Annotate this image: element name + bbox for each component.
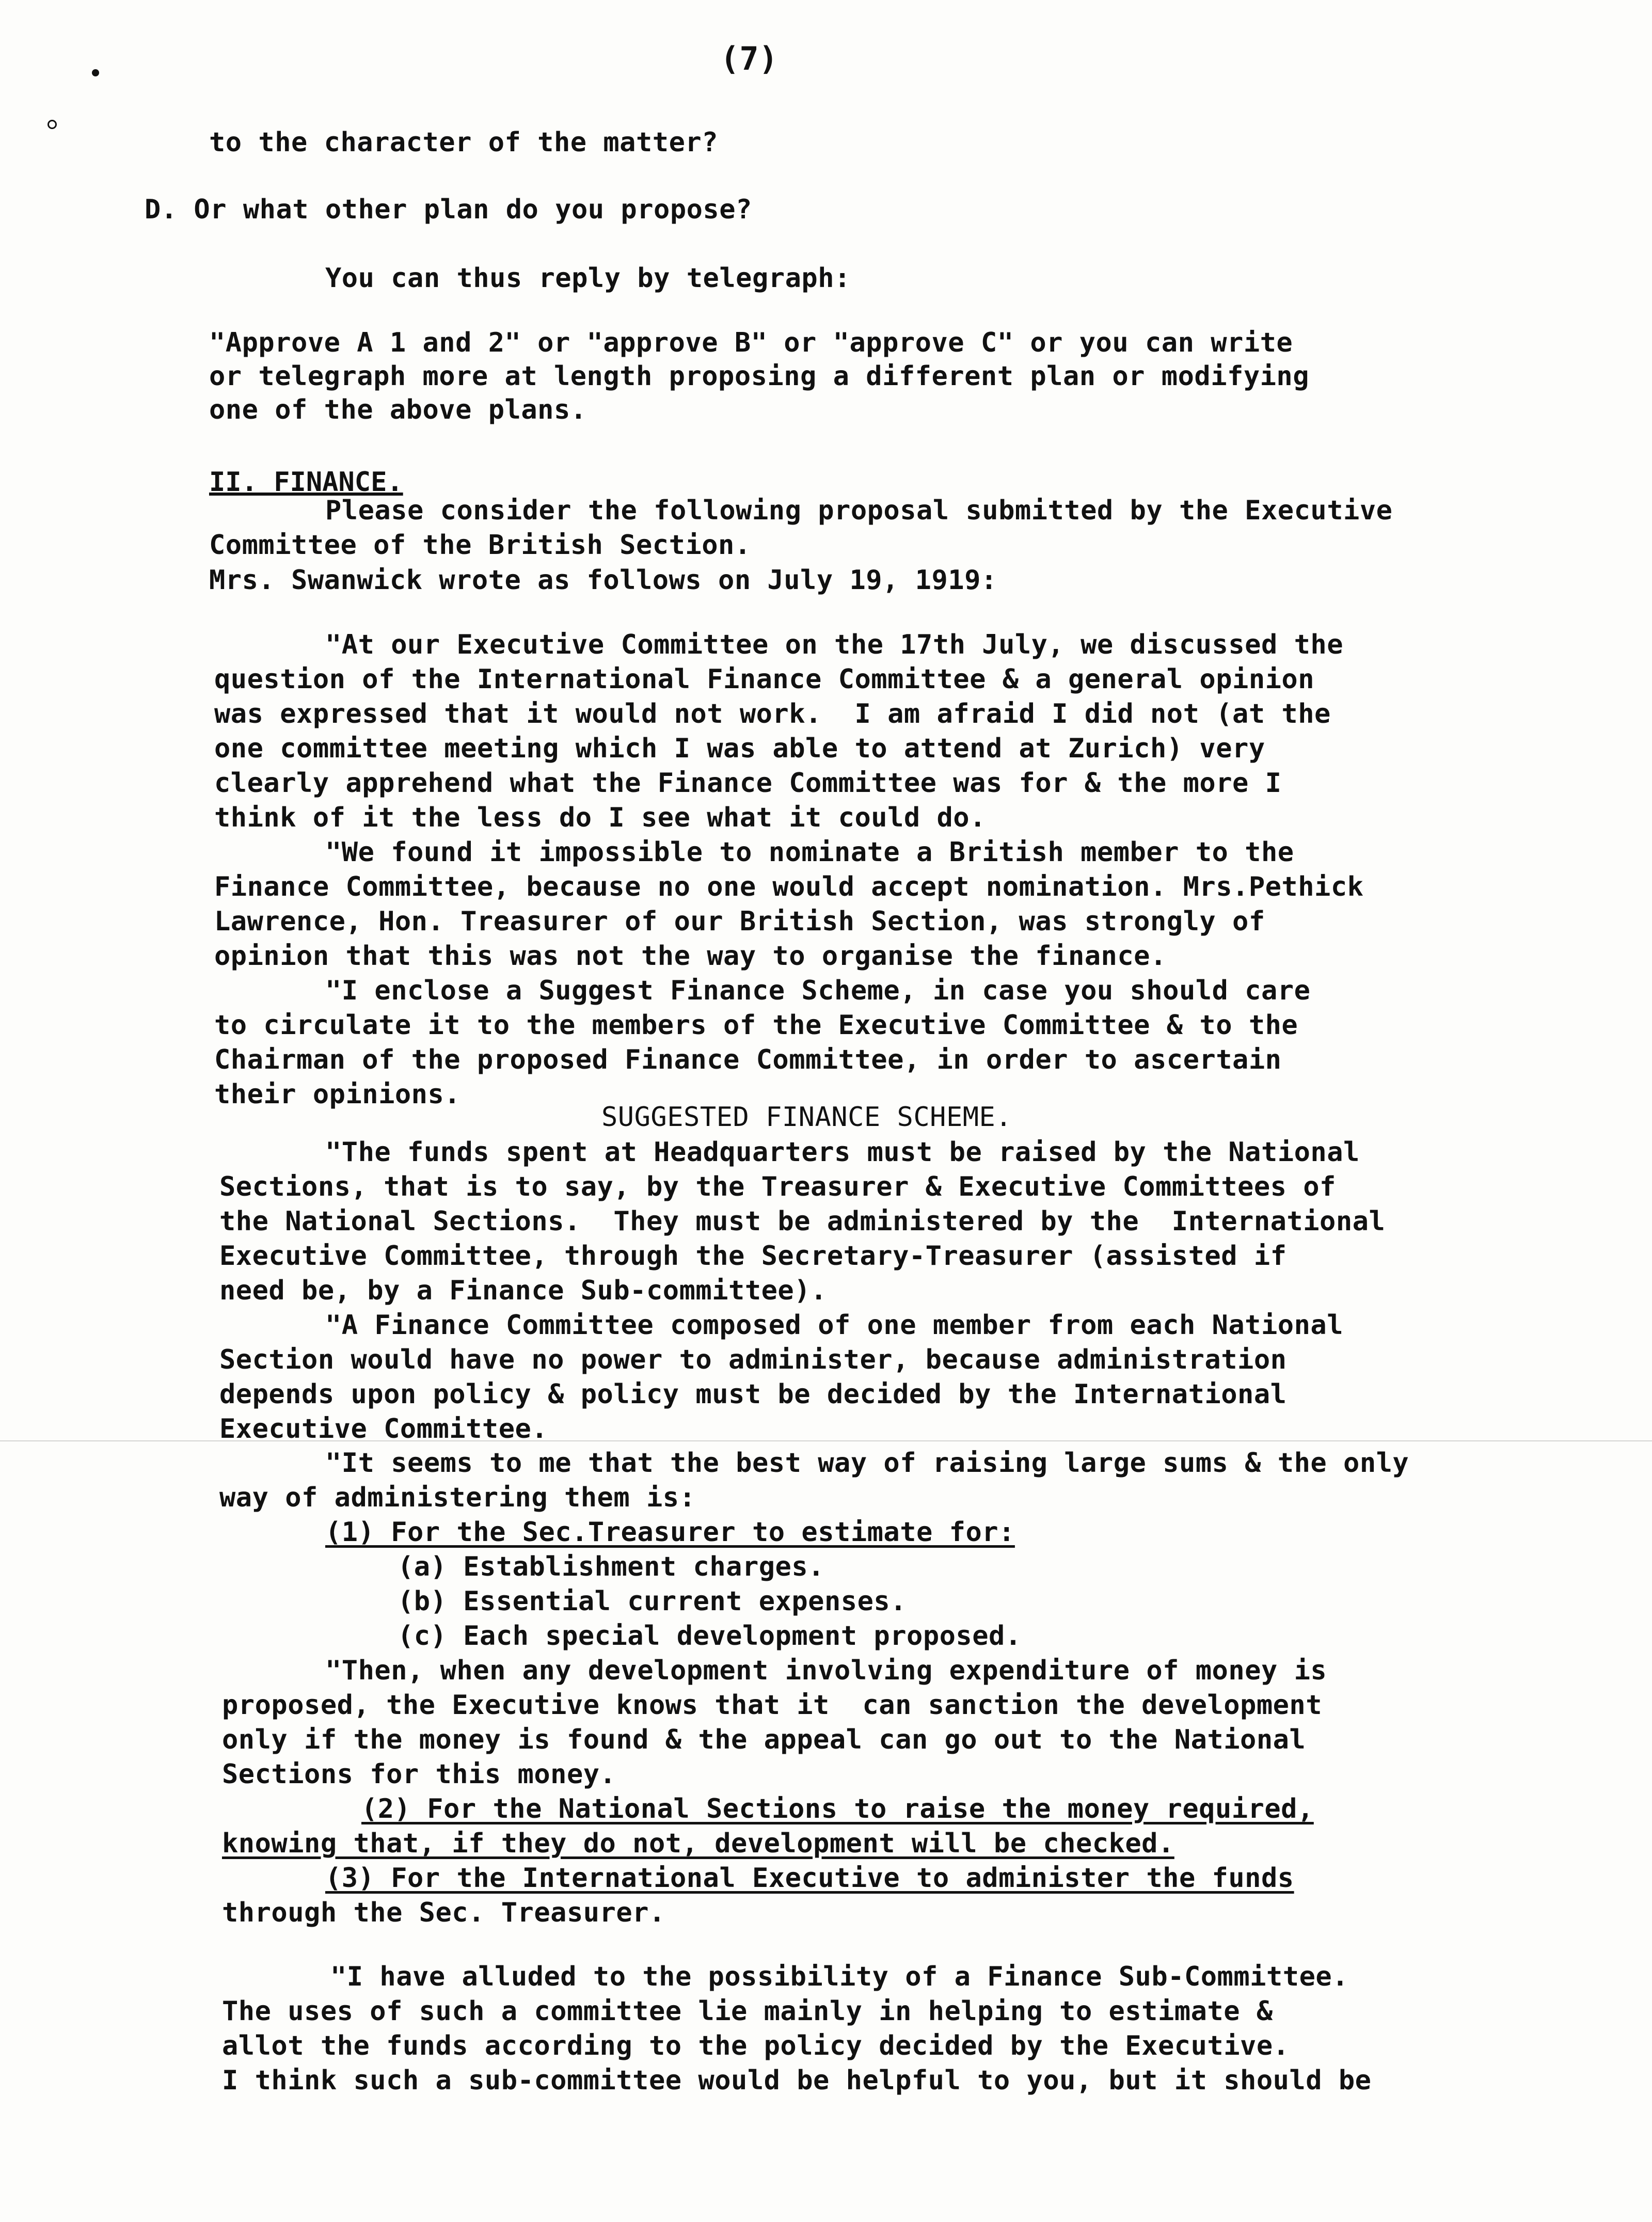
scheme-heading: SUGGESTED FINANCE SCHEME. (601, 1102, 1012, 1133)
text-line: Committee of the British Section. (209, 530, 751, 561)
text-line: depends upon policy & policy must be decided by the International (219, 1379, 1287, 1410)
margin-mark (47, 120, 57, 129)
text-line: Sections, that is to say, by the Treasurer & Executive Committees of (219, 1171, 1336, 1202)
text-line: Please consider the following proposal submitted by the Executive (325, 495, 1393, 526)
text-line: opinion that this was not the way to organise the finance. (214, 941, 1167, 972)
text-line: knowing that, if they do not, development will be checked. (222, 1828, 1174, 1859)
text-line: "We found it impossible to nominate a British member to the (325, 837, 1294, 868)
text-line: way of administering them is: (219, 1482, 696, 1513)
text-line: clearly apprehend what the Finance Committee was for & the more I (214, 768, 1282, 799)
text-line: You can thus reply by telegraph: (325, 263, 851, 294)
text-line: one of the above plans. (209, 394, 587, 425)
section-heading-text: II. FINANCE. (209, 467, 403, 498)
text-line: only if the money is found & the appeal can go out to the National (222, 1724, 1306, 1755)
text-line: the National Sections. They must be administered by the International (219, 1206, 1386, 1237)
text-line: Chairman of the proposed Finance Committee, in order to ascertain (214, 1044, 1282, 1075)
list-item: (3) For the International Executive to administer the funds (325, 1863, 1294, 1894)
text-line: Lawrence, Hon. Treasurer of our British Section, was strongly of (214, 906, 1265, 937)
text-line: through the Sec. Treasurer. (222, 1897, 665, 1928)
text-line: "A Finance Committee composed of one member from each National (325, 1310, 1344, 1341)
text-line: I think such a sub-committee would be helpful to you, but it should be (222, 2065, 1372, 2096)
list-item: (a) Establishment charges. (398, 1551, 824, 1582)
text-line: to the character of the matter? (209, 127, 719, 158)
text-line: Mrs. Swanwick wrote as follows on July 19, 1919: (209, 565, 997, 596)
text-line: "The funds spent at Headquarters must be raised by the National (325, 1137, 1360, 1168)
list-item: (2) For the National Sections to raise the money required, (361, 1794, 1314, 1824)
list-item: (1) For the Sec.Treasurer to estimate for: (325, 1517, 1015, 1548)
text-line: need be, by a Finance Sub-committee). (219, 1275, 827, 1306)
text-line: "It seems to me that the best way of raising large sums & the only (325, 1448, 1409, 1479)
text-line: was expressed that it would not work. I am afraid I did not (at the (214, 699, 1331, 729)
divider (0, 1440, 1652, 1441)
text-line: or telegraph more at length proposing a different plan or modifying (209, 361, 1310, 392)
text-line: question of the International Finance Committee & a general opinion (214, 664, 1315, 695)
page-number: (7) (720, 40, 778, 77)
text-line: "Approve A 1 and 2" or "approve B" or "approve C" or you can write (209, 327, 1293, 358)
text-line: D. Or what other plan do you propose? (145, 194, 752, 225)
text-line: "Then, when any development involving expenditure of money is (325, 1655, 1327, 1686)
text-line: allot the funds according to the policy decided by the Executive. (222, 2030, 1290, 2061)
text-line: their opinions. (214, 1079, 461, 1110)
text-line: Finance Committee, because no one would accept nomination. Mrs.Pethick (214, 871, 1364, 902)
text-line: Executive Committee, through the Secretary-Treasurer (assisted if (219, 1241, 1287, 1272)
text-line: The uses of such a committee lie mainly in helping to estimate & (222, 1996, 1273, 2027)
text-line: "I enclose a Suggest Finance Scheme, in case you should care (325, 975, 1311, 1006)
list-item: (b) Essential current expenses. (398, 1586, 907, 1617)
text-line: "I have alluded to the possibility of a Finance Sub-Committee. (330, 1961, 1349, 1992)
text-line: one committee meeting which I was able to attend at Zurich) very (214, 733, 1265, 764)
text-line: think of it the less do I see what it could do. (214, 802, 986, 833)
list-item: (c) Each special development proposed. (398, 1621, 1022, 1652)
margin-mark (92, 69, 99, 76)
text-line: Sections for this money. (222, 1759, 616, 1790)
text-line: Section would have no power to administer, because administration (219, 1344, 1287, 1375)
text-line: Executive Committee. (219, 1414, 548, 1445)
text-line: "At our Executive Committee on the 17th July, we discussed the (325, 629, 1344, 660)
text-line: to circulate it to the members of the Executive Committee & to the (214, 1010, 1298, 1041)
text-line: proposed, the Executive knows that it can sanction the development (222, 1690, 1323, 1721)
